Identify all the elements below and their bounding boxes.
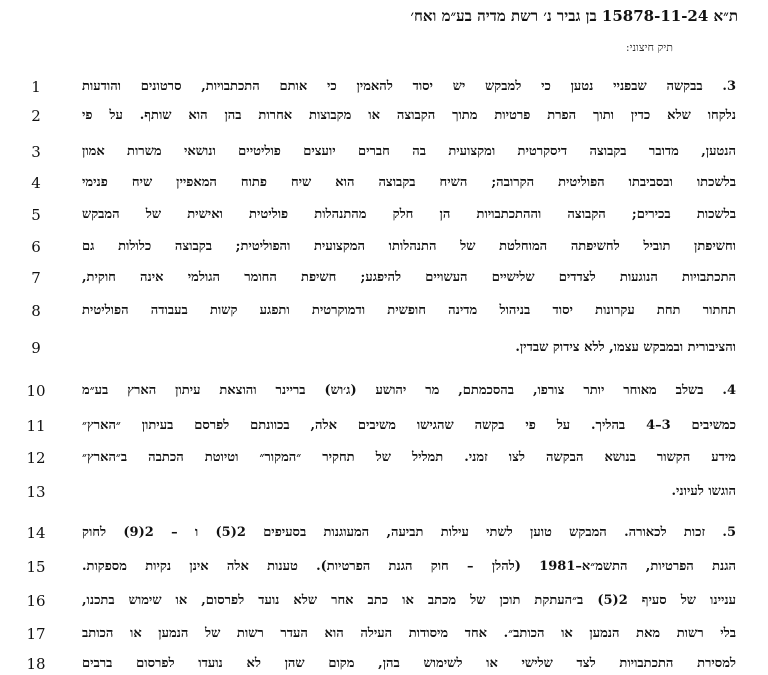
text-line [0, 415, 768, 437]
line-text: תחתור תחת עקרונות יסוד בניהול מדינה חופשית ודמוקרטית ותפגע קשות בעבודה הפוליטית [82, 303, 736, 318]
text-line [0, 481, 768, 503]
line-text: 4. בשלב מאוחר יותר צורפו, בהסכמתם, מר יהושע (ג׳וש) בריינר והוצאת עיתון הארץ בע״מ [82, 383, 736, 398]
text-line [0, 141, 768, 163]
line-number: 6 [31, 238, 41, 256]
line-text: נלקחו שלא כדין ותוך הפרת פרטיות מתוך הקבוצה או מקבוצות אחרות בהן הוא שותף. על פי [82, 108, 736, 123]
line-text: הוגשו לעיוני. [671, 484, 736, 499]
line-text: כמשיבים 3–4 בהליך. על פי בקשה שהגישו משיבים אלה, בכוונתם לפרסם בעיתון ״הארץ״ [82, 418, 736, 433]
text-line [0, 556, 768, 578]
line-number: 17 [26, 625, 46, 643]
text-line [0, 76, 768, 98]
text-line [0, 267, 768, 289]
line-number: 10 [26, 382, 46, 400]
text-line [0, 300, 768, 322]
line-number: 11 [26, 417, 46, 435]
line-number: 5 [31, 206, 41, 224]
line-text: עניינו של סעיף 2(5) ב״העתקת תוכן של מכתב או כתב אחר שלא נועד לפרסום, או שימוש בתכנו, [82, 593, 736, 608]
line-number: 7 [31, 269, 41, 287]
text-line [0, 447, 768, 469]
text-line [0, 105, 768, 127]
line-text: הגנת הפרטיות, התשמ״א–1981 (להלן – חוק הגנת הפרטיות). טענות אלה אינן נקיות מספקות. [82, 559, 736, 574]
line-number: 12 [26, 449, 46, 467]
text-line [0, 236, 768, 258]
document-header-title: ת״א 15878-11-24 בן גביר נ׳ רשת מדיה בע״מ ואח׳ [410, 7, 738, 25]
text-line [0, 590, 768, 612]
line-text: התכתבויות הנוגעות לצדדים שלישיים העשויים להיפגע; חשיפת החומר הגולמי אינה חוקית, [82, 270, 736, 285]
line-text: וחשיפתן תוביל לחשיפתה המוחלטת של התנהלותו המקצועית והפוליטית; בקבוצה כלולות גם [82, 239, 736, 254]
text-line [0, 337, 768, 359]
line-text: 3. בבקשה שבפניי נטען כי למבקש יש יסוד להאמין כי אותם התכתבויות, סרטונים והודעות [82, 79, 736, 94]
line-text: 5. זכות לכאורה. המבקש טוען לשתי עילות תביעה, המעוגנות בסעיפים 2(5) ו – 2(9) לחוק [82, 525, 736, 540]
line-text: בלשכות בכירים; הקבוצה וההתכתבויות הן חלק מהתנהלות פוליטית ואישית של המבקש [82, 207, 736, 222]
text-line [0, 204, 768, 226]
text-line [0, 380, 768, 402]
line-text: בלי רשות מאת הנמען או הכותב״. אחד מיסודות העילה הוא העדר רשות של הנמען או הכותב [82, 626, 736, 641]
line-number: 3 [31, 143, 41, 161]
line-number: 16 [26, 592, 46, 610]
line-number: 9 [31, 339, 41, 357]
text-line [0, 653, 768, 675]
line-text: למסירת התכתבויות לצד שלישי או לשימוש בהן, מקום שהן לא נועדו לפרסום ברבים [82, 656, 736, 671]
line-number: 15 [26, 558, 46, 576]
text-line [0, 522, 768, 544]
text-line [0, 623, 768, 645]
line-number: 8 [31, 302, 41, 320]
line-number: 4 [31, 174, 41, 192]
line-number: 2 [31, 107, 41, 125]
line-number: 14 [26, 524, 46, 542]
line-number: 13 [26, 483, 46, 501]
line-text: בלשכתו ובסביבתו הפוליטית הקרובה; השיח בקבוצה הוא שיח פתוח המאפיין שיח פנימי [82, 175, 736, 190]
line-text: הנטען, מדובר בקבוצה דיסקרטית ומקצועית בה חברים יועצים פוליטיים ונושאי משרות אמון [82, 144, 736, 159]
external-case-label: תיק חיצוני: [625, 41, 673, 54]
line-number: 18 [26, 655, 46, 673]
line-number: 1 [31, 78, 41, 96]
line-text: והציבורית ובמבקש עצמו, ללא צידוק שבדין. [515, 340, 736, 355]
text-line [0, 172, 768, 194]
line-text: מידע הקשור בנושא הבקשה לצו זמני. תמליל של תחקיר ״המקור״ וטיוטת הכתבה ב״הארץ״ [82, 450, 736, 465]
